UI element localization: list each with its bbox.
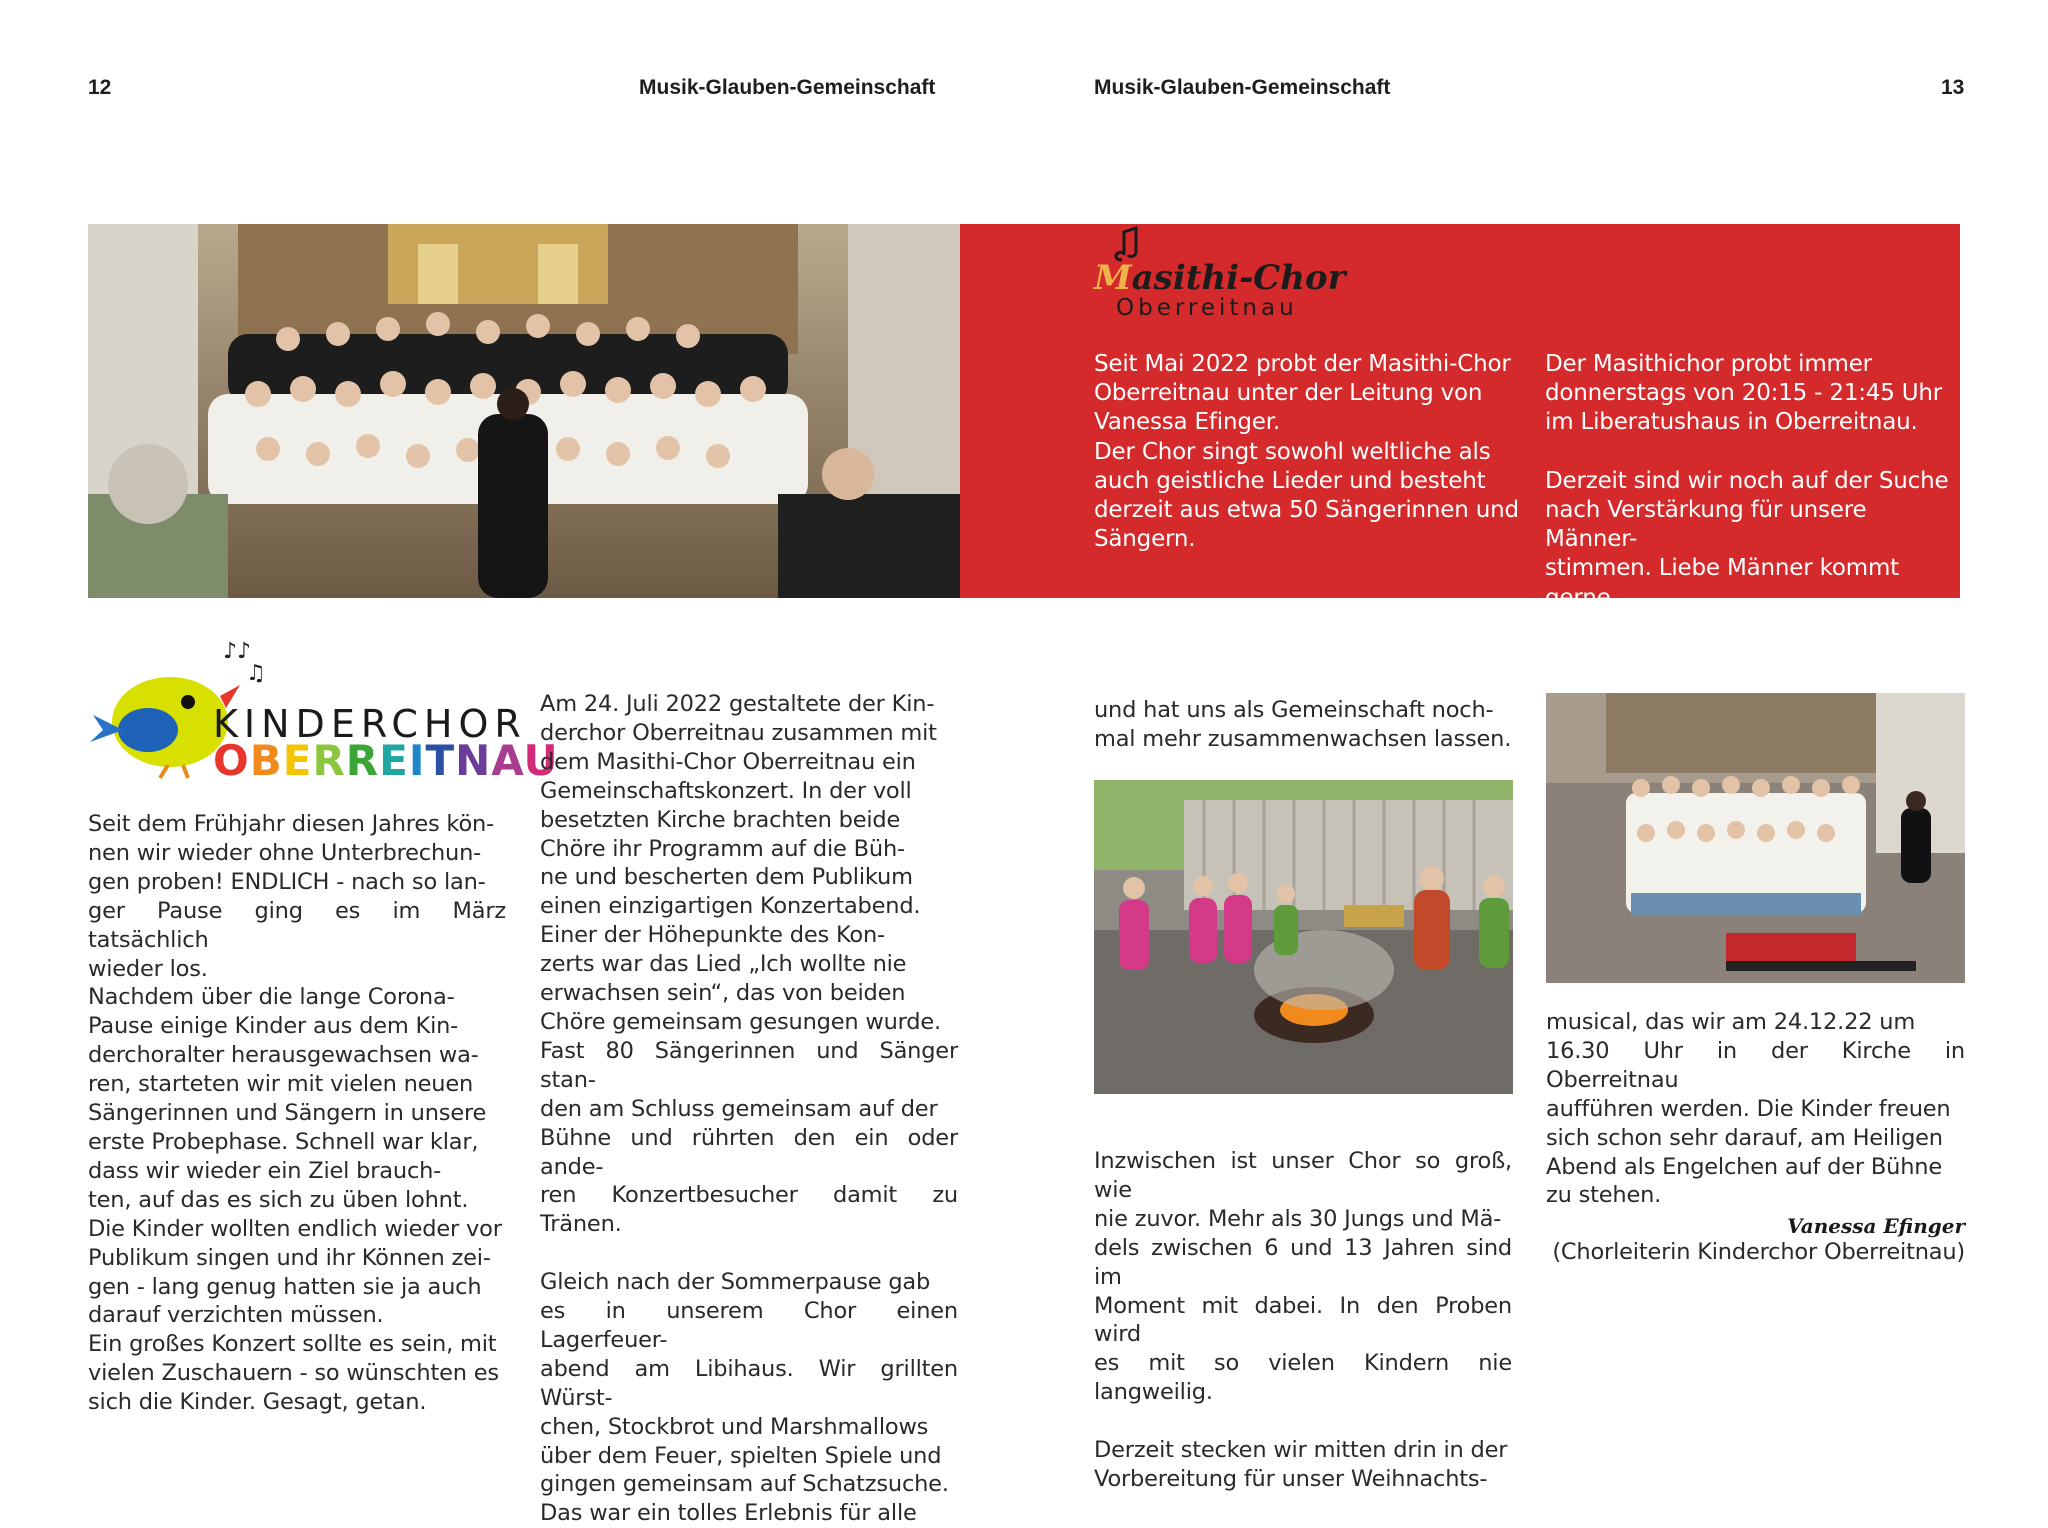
kinderchor-text-col1: Seit dem Frühjahr diesen Jahres kön- nen wir wieder ohne Unterbrechun- gen proben! ENDLICH - nach so lan- ger Pause ging es im März tatsächlich wieder los. Nachdem über die lange Corona- Pause einige Kinder aus dem Kin- derchoralter herausgewachsen wa- ren, starteten wir mit vielen neuen Sängerinnen und Sängern in unsere erste Probephase. Schnell war klar, dass wir wieder ein Ziel brauch- ten, auf das es sich zu üben lohnt. Die Kinder wollten endlich wieder vor Publikum singen und ihr Können zei- gen - lang genug hatten sie ja auch darauf verzichten müssen. Ein großes Konzert sollte es sein, mit vielen Zuschauern - so wünschten es sich die Kinder. Gesagt, getan.: [88, 811, 506, 1416]
kinderchor-text-col3-top: und hat uns als Gemeinschaft noch- mal mehr zusammenwachsen lassen.: [1094, 697, 1512, 752]
kinderchor-logo-letter: R: [345, 736, 380, 785]
kinderchor-logo-line2: [213, 736, 559, 785]
masithi-logo-place: Oberreitnau: [1116, 295, 1298, 321]
author-role: (Chorleiterin Kinderchor Oberreitnau): [1552, 1239, 1965, 1265]
kinderchor-logo-letter: E: [379, 736, 409, 785]
kinderchor-text-col3-bottom: Inzwischen ist unser Chor so groß, wie nie zuvor. Mehr als 30 Jungs und Mä- dels zwischen 6 und 13 Jahren sind im Moment mit dabei. In den Proben wird es mit so vielen Kindern nie langweilig. Derzeit stecken wir mitten drin in der Vorbereitung für unser Weihnachts-: [1094, 1148, 1512, 1492]
kinderchor-logo-letter: U: [523, 736, 559, 785]
page-number-left: 12: [88, 76, 112, 99]
svg-text:♪♪: ♪♪: [223, 639, 252, 664]
kinderchor-logo-letter: T: [425, 736, 456, 785]
campfire-photo: [1094, 780, 1513, 1094]
page-number-right: 13: [1941, 76, 1965, 99]
kinderchor-logo-letter: E: [282, 736, 313, 785]
kinderchor-logo-letter: R: [312, 736, 346, 785]
kinderchor-logo-line1: KINDERCHOR: [213, 702, 527, 746]
running-title-right: Musik-Glauben-Gemeinschaft: [1094, 76, 1391, 99]
kinderchor-text-col4: musical, das wir am 24.12.22 um 16.30 Uhr in der Kirche in Oberreitnau aufführen werden. Die Kinder freuen sich schon sehr darauf, am Heiligen Abend als Engelchen auf der Bühne zu stehen.: [1546, 1009, 1965, 1209]
kinderchor-text-col2: Am 24. Juli 2022 gestaltete der Kin- derchor Oberreitnau zusammen mit dem Masithi-Chor Oberreitnau ein Gemeinschaftskonzert. In der voll besetzten Kirche brachten beide Chöre ihr Programm auf die Büh- ne und bescherten dem Publikum einen einzigartigen Konzertabend. Einer der Höhepunkte des Kon- zerts war das Lied „Ich wollte nie erwachsen sein“, das von beiden Chöre gemeinsam gesungen wurde. Fast 80 Sängerinnen und Sänger stan- den am Schluss gemeinsam auf der Bühne und rührten den ein oder ande- ren Konzertbesucher damit zu Tränen. Gleich nach der Sommerpause gab es in unserem Chor einen Lagerfeuer- abend am Libihaus. Wir grillten Würst- chen, Stockbrot und Marshmallows über dem Feuer, spielten Spiele und gingen gemeinsam auf Schatzsuche. Das war ein tolles Erlebnis für alle: [540, 691, 958, 1527]
author-signature: Vanessa Efinger: [1787, 1214, 1965, 1238]
svg-text:♫: ♫: [246, 661, 266, 686]
kinderchor-logo-letter: N: [455, 736, 492, 785]
masithi-text-col2: Der Masithichor probt immer donnerstags von 20:15 - 21:45 Uhr im Liberatushaus in Oberreitnau. Derzeit sind wir noch auf der Suche nach Verstärkung für unsere Männer- stimmen. Liebe Männer kommt gerne vorbei und schnuppert mal bei uns rein.: [1545, 351, 1949, 670]
masithi-text-col1: Seit Mai 2022 probt der Masithi-Chor Oberreitnau unter der Leitung von Vanessa Efinger. Der Chor singt sowohl weltliche als auch geistliche Lieder und besteht derzeit aus etwa 50 Sängerinnen und Sängern.: [1094, 351, 1519, 553]
kinderchor-logo: [88, 630, 559, 790]
kinderchor-logo-letter: I: [408, 736, 426, 785]
kinderchor-logo-letter: A: [491, 736, 524, 785]
masithi-panel: [960, 224, 1960, 670]
concert-photo: [88, 224, 960, 598]
masithi-logo: Masithi-Chor Oberreitnau: [1094, 226, 1354, 322]
kids-choir-photo: [1546, 693, 1965, 983]
running-title-left: Musik-Glauben-Gemeinschaft: [639, 76, 936, 99]
kinderchor-logo-letter: B: [249, 736, 283, 785]
kinderchor-logo-letter: O: [213, 736, 250, 785]
